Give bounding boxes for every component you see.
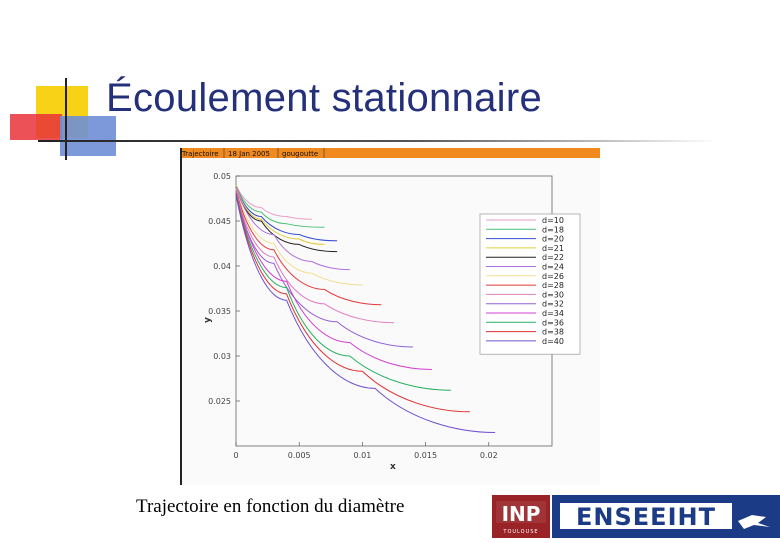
legend-entry: d=32	[542, 299, 564, 309]
legend-entry: d=22	[542, 253, 564, 263]
y-tick-label: 0.05	[213, 172, 231, 181]
x-tick-label: 0.015	[414, 451, 438, 460]
series-line-d-30	[236, 190, 394, 322]
x-tick-label: 0.01	[353, 451, 372, 460]
series-line-d-36	[236, 193, 451, 390]
legend-entry: d=24	[542, 262, 564, 272]
y-tick-label: 0.04	[213, 262, 231, 271]
corner-decoration-blue	[60, 116, 116, 156]
inp-logo-svg	[492, 495, 550, 538]
enseeiht-logo-svg	[552, 495, 780, 538]
inp-toulouse-logo	[492, 495, 550, 538]
slide-title: Écoulement stationnaire	[106, 76, 543, 120]
trajectory-chart-svg	[180, 148, 600, 485]
plot-header-case: gougoutte	[282, 150, 319, 158]
y-axis-label: y	[203, 317, 213, 323]
trajectory-plot	[180, 148, 600, 485]
chart-legend	[480, 214, 580, 354]
legend-entry: d=28	[542, 281, 564, 291]
plot-header-title: Trajectoire	[182, 150, 219, 158]
title-vertical-rule	[65, 78, 67, 160]
title-underline-rule	[38, 140, 718, 142]
plot-header-date: 18 Jan 2005	[228, 150, 270, 158]
series-line-d-18	[236, 185, 324, 227]
series-line-d-20	[236, 185, 337, 241]
x-tick-label: 0	[233, 451, 239, 460]
legend-entry: d=30	[542, 290, 564, 300]
legend-entry: d=20	[542, 234, 564, 244]
y-tick-label: 0.025	[208, 397, 231, 406]
y-tick-label: 0.045	[208, 217, 231, 226]
figure-caption: Trajectoire en fonction du diamètre	[136, 496, 405, 517]
inp-logo-subtext: TOULOUSE	[503, 529, 539, 535]
inp-logo-text: INP	[501, 502, 541, 526]
legend-entry: d=18	[542, 225, 564, 235]
x-tick-label: 0.005	[287, 451, 311, 460]
legend-entry: d=10	[542, 216, 564, 225]
enseeiht-logo	[552, 495, 780, 538]
y-tick-label: 0.035	[208, 307, 231, 316]
y-tick-label: 0.03	[213, 352, 231, 361]
enseeiht-logo-text: ENSEEIHT	[576, 503, 716, 531]
legend-entry: d=40	[542, 336, 564, 346]
series-line-d-34	[236, 192, 432, 369]
x-axis-label: x	[390, 462, 396, 472]
legend-entry: d=38	[542, 327, 564, 337]
series-line-d-38	[236, 194, 470, 412]
plot-left-border	[180, 148, 182, 485]
legend-entry: d=21	[542, 243, 564, 253]
corner-decoration-red	[10, 114, 62, 140]
legend-entry: d=34	[542, 309, 564, 318]
series-line-d-40	[236, 195, 495, 433]
legend-entry: d=36	[542, 318, 564, 328]
legend-entry: d=26	[542, 271, 564, 281]
x-tick-label: 0.02	[479, 451, 498, 460]
